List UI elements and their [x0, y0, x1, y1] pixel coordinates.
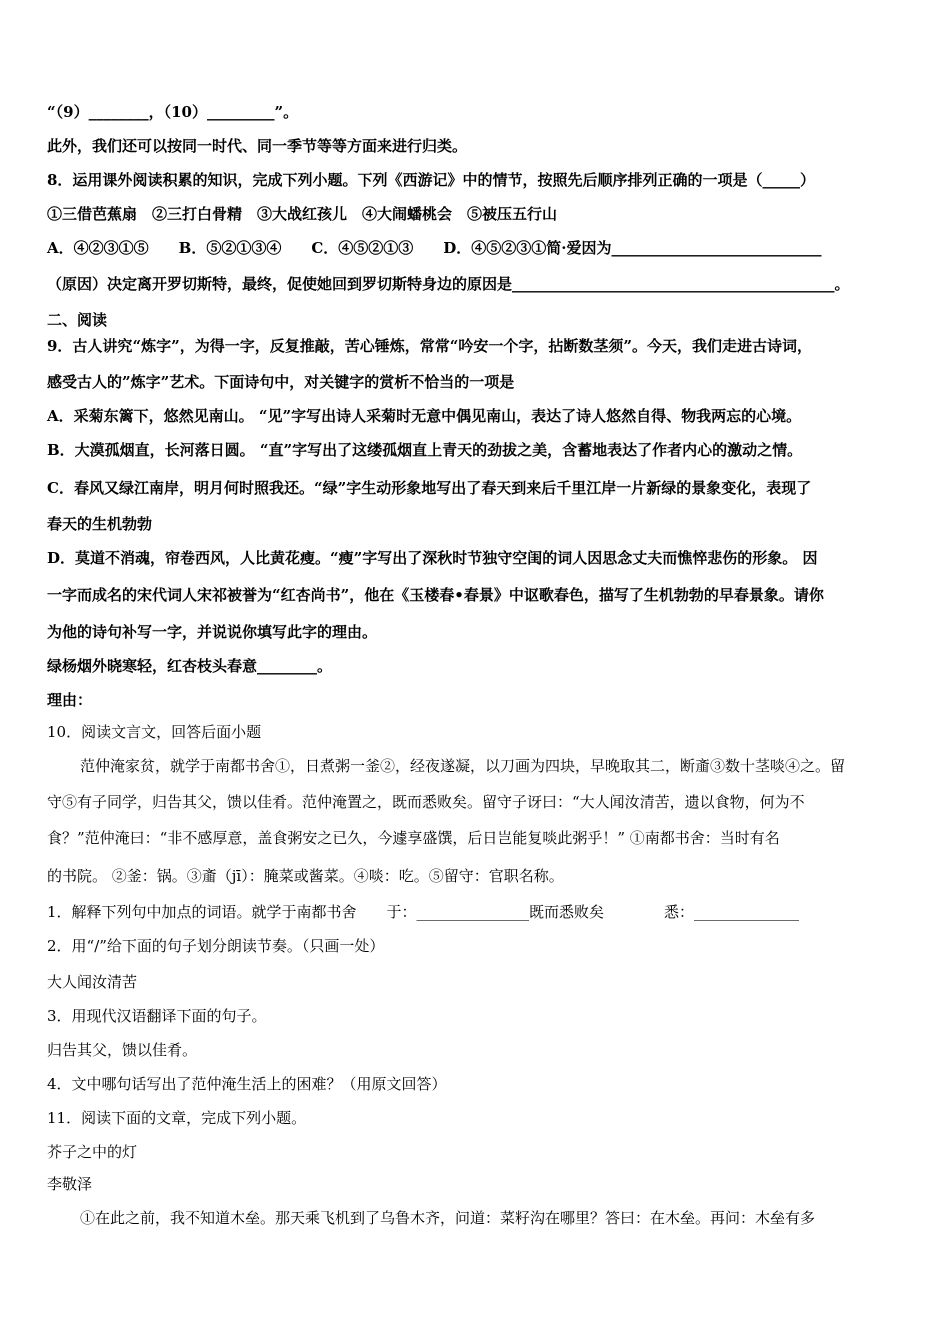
option-c: C．春风又绿江南岸，明月何时照我还。“绿”字生动形象地写出了春天到来后千里江岸一片新绿的景象变化，表现了 [47, 479, 812, 497]
text-line: （原因）决定离开罗切斯特，最终，促使她回到罗切斯特身边的原因是___________________________________________。 [47, 275, 850, 293]
reason-label: 理由： [47, 691, 93, 709]
subquestion-1: 1．解释下列句中加点的词语。就学于南都书舍 于：_______________既而悉败矣 悉：______________ [47, 903, 800, 921]
options-plot-list: ①三借芭蕉扇 ②三打白骨精 ③大战红孩儿 ④大闹蟠桃会 ⑤被压五行山 [47, 205, 558, 223]
text-line: 此外，我们还可以按同一时代、同一季节等等方面来进行归类。 [47, 137, 468, 155]
text-line: 感受古人的”炼字”艺术。下面诗句中，对关键字的赏析不恰当的一项是 [47, 373, 515, 391]
classical-passage-line: 范仲淹家贫，就学于南都书舍①，日煮粥一釜②，经夜遂凝，以刀画为四块，早晚取其二，断齑③数十茎啖④之。留 [80, 757, 846, 775]
subquestion-4: 4．文中哪句话写出了范仲淹生活上的困难？（用原文回答） [47, 1075, 447, 1093]
section-heading-reading: 二、阅读 [47, 311, 108, 329]
classical-passage-line: 的书院。 ②釜：锅。③齑（jī）：腌菜或酱菜。④啖：吃。⑤留守：官职名称。 [47, 867, 564, 885]
article-title: 芥子之中的灯 [47, 1143, 138, 1161]
question-9: 9．古人讲究“炼字”，为得一字，反复推敲，苦心锤炼，常常“吟安一个字，拈断数茎须”。今天，我们走进古诗词， [47, 337, 812, 355]
classical-passage-line: 食？”范仲淹曰：“非不感厚意，盖食粥安之已久，今遽享盛馔，后日岂能复啖此粥乎！” ①南都书舍：当时有名 [47, 829, 780, 847]
option-d: D．莫道不消魂，帘卷西风，人比黄花瘦。“瘦”字写出了深秋时节独守空闺的词人因思念丈夫而憔悴悲伤的形象。 因 [47, 549, 818, 567]
subquestion-3: 3．用现代汉语翻译下面的句子。 [47, 1007, 267, 1025]
text-line: 归告其父，馈以佳肴。 [47, 1041, 198, 1059]
text-line: 为他的诗句补写一字，并说说你填写此字的理由。 [47, 623, 378, 641]
text-line: 大人闻汝清苦 [47, 973, 138, 991]
question-8: 8．运用课外阅读积累的知识，完成下列小题。下列《西游记》中的情节，按照先后顺序排列正确的一项是（_____） [47, 171, 815, 189]
article-paragraph-line: ①在此之前，我不知道木垒。那天乘飞机到了乌鲁木齐，问道：菜籽沟在哪里？答曰：在木垒。再问：木垒有多 [80, 1209, 816, 1227]
question-10: 10．阅读文言文，回答后面小题 [47, 723, 262, 741]
option-a: A．采菊东篱下，悠然见南山。 “见”字写出诗人采菊时无意中偶见南山，表达了诗人悠然自得、物我两忘的心境。 [47, 407, 802, 425]
subquestion-2: 2．用“/”给下面的句子划分朗读节奏。（只画一处） [47, 937, 385, 955]
option-b: B．大漠孤烟直，长河落日圆。 “直”字写出了这缕孤烟直上青天的劲拔之美，含蓄地表达了作者内心的激动之情。 [47, 441, 803, 459]
classical-passage-line: 守⑤有子同学，归告其父，馈以佳肴。范仲淹置之，既而悉败矣。留守子讶曰：“大人闻汝清苦，遗以食物，何为不 [47, 793, 805, 811]
text-line: 一字而成名的宋代词人宋祁被誉为“红杏尚书”，他在《玉楼春•春景》中讴歌春色，描写了生机勃勃的早春景象。请你 [47, 586, 824, 604]
answer-choices-8: A．④②③①⑤ B．⑤②①③④ C．④⑤②①③ D．④⑤②③①简·爱因为____________________________ [47, 239, 822, 257]
article-author: 李敬泽 [47, 1175, 93, 1193]
blank-line-9-10: “（9）________，（10）_________”。 [47, 103, 299, 121]
text-line: 春天的生机勃勃 [47, 515, 153, 533]
poem-line: 绿杨烟外晓寒轻，红杏枝头春意________。 [47, 657, 333, 675]
question-11: 11．阅读下面的文章，完成下列小题。 [47, 1109, 307, 1127]
